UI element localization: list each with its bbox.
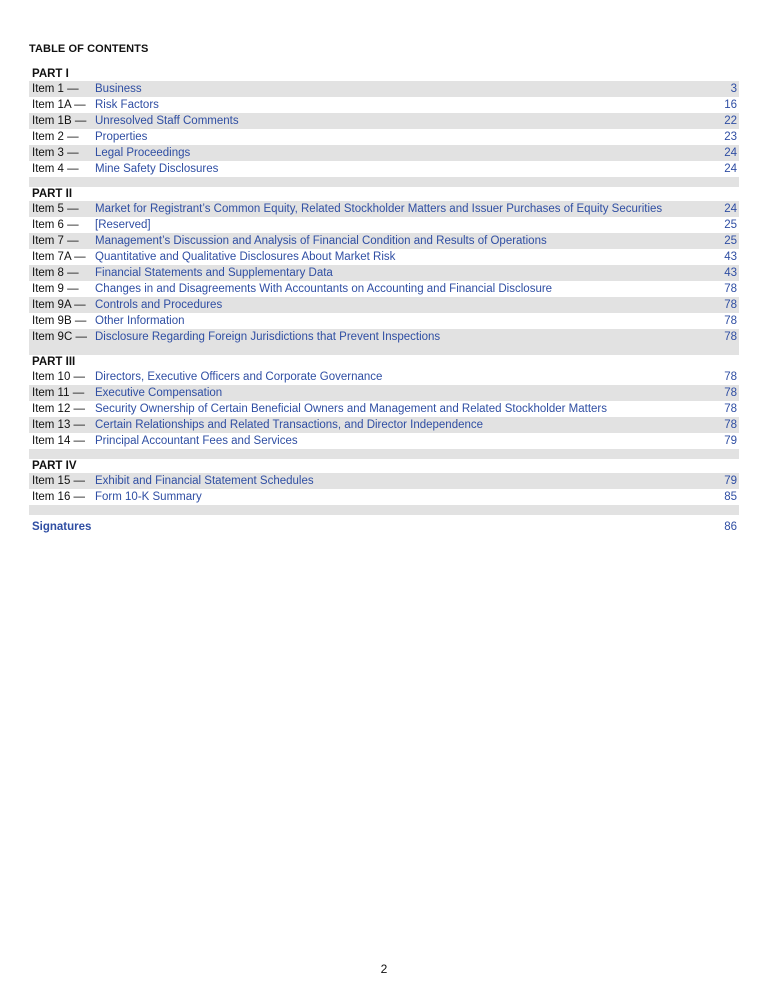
- item-number: Item 1 —: [32, 83, 79, 95]
- page-link[interactable]: 86: [724, 521, 737, 533]
- toc-row[interactable]: [29, 401, 739, 417]
- item-title-link[interactable]: Other Information: [95, 315, 185, 327]
- item-title-link[interactable]: Properties: [95, 131, 148, 143]
- page-link[interactable]: 78: [724, 283, 737, 295]
- toc-row[interactable]: [29, 313, 739, 329]
- toc-row[interactable]: [29, 81, 739, 97]
- item-number: Item 9A —: [32, 299, 86, 311]
- signatures-link[interactable]: Signatures: [32, 521, 92, 533]
- item-title-link[interactable]: Business: [95, 83, 142, 95]
- page-link[interactable]: 25: [724, 235, 737, 247]
- item-title-link[interactable]: Executive Compensation: [95, 387, 223, 399]
- item-number: Item 11 —: [32, 387, 85, 399]
- part-heading: PART IV: [32, 460, 77, 472]
- page-link[interactable]: 78: [724, 371, 737, 383]
- item-number: Item 2 —: [32, 131, 79, 143]
- item-title-link[interactable]: Disclosure Regarding Foreign Jurisdictions that Prevent Inspections: [95, 331, 441, 343]
- toc-row[interactable]: [29, 433, 739, 449]
- page-link[interactable]: 43: [724, 251, 737, 263]
- item-title-link[interactable]: Controls and Procedures: [95, 299, 223, 311]
- page-link[interactable]: 85: [724, 491, 737, 503]
- item-title-link[interactable]: Certain Relationships and Related Transactions, and Director Independence: [95, 419, 484, 431]
- item-title-link[interactable]: Directors, Executive Officers and Corporate Governance: [95, 371, 383, 383]
- item-number: Item 7 —: [32, 235, 79, 247]
- part-heading: PART I: [32, 68, 69, 80]
- item-title-link[interactable]: Unresolved Staff Comments: [95, 115, 239, 127]
- item-number: Item 9C —: [32, 331, 87, 343]
- item-number: Item 12 —: [32, 403, 86, 415]
- page-link[interactable]: 16: [724, 99, 737, 111]
- toc-row[interactable]: [29, 113, 739, 129]
- item-title-link[interactable]: Exhibit and Financial Statement Schedules: [95, 475, 314, 487]
- toc-row[interactable]: [29, 145, 739, 161]
- item-title-link[interactable]: [Reserved]: [95, 219, 151, 231]
- toc-row[interactable]: [29, 265, 739, 281]
- toc-row[interactable]: [29, 217, 739, 233]
- toc-row[interactable]: [29, 249, 739, 265]
- toc-row[interactable]: [29, 281, 739, 297]
- section-divider: [29, 345, 739, 355]
- item-number: Item 1A —: [32, 99, 86, 111]
- item-number: Item 7A —: [32, 251, 86, 263]
- item-title-link[interactable]: Security Ownership of Certain Beneficial Owners and Management and Related Stockholder Matters: [95, 403, 608, 415]
- item-number: Item 3 —: [32, 147, 79, 159]
- part-heading: PART III: [32, 356, 76, 368]
- page-link[interactable]: 78: [724, 299, 737, 311]
- page-title: TABLE OF CONTENTS: [29, 43, 149, 55]
- item-number: Item 15 —: [32, 475, 86, 487]
- toc-row[interactable]: [29, 489, 739, 505]
- item-number: Item 5 —: [32, 203, 79, 215]
- page-link[interactable]: 24: [724, 203, 737, 215]
- item-title-link[interactable]: Form 10-K Summary: [95, 491, 202, 503]
- part-heading: PART II: [32, 188, 73, 200]
- item-title-link[interactable]: Financial Statements and Supplementary Data: [95, 267, 333, 279]
- page-link[interactable]: 23: [724, 131, 737, 143]
- toc-row[interactable]: [29, 233, 739, 249]
- item-title-link[interactable]: Risk Factors: [95, 99, 159, 111]
- item-title-link[interactable]: Management’s Discussion and Analysis of Financial Condition and Results of Operations: [95, 235, 547, 247]
- section-divider: [29, 505, 739, 515]
- item-number: Item 9B —: [32, 315, 87, 327]
- section-divider: [29, 177, 739, 187]
- page-number: 2: [380, 962, 388, 976]
- item-title-link[interactable]: Legal Proceedings: [95, 147, 191, 159]
- toc-row[interactable]: [29, 297, 739, 313]
- item-number: Item 6 —: [32, 219, 79, 231]
- toc-row[interactable]: [29, 97, 739, 113]
- page-link[interactable]: 78: [724, 331, 737, 343]
- page-link[interactable]: 43: [724, 267, 737, 279]
- item-number: Item 1B —: [32, 115, 87, 127]
- page-link[interactable]: 24: [724, 163, 737, 175]
- item-title-link[interactable]: Market for Registrant’s Common Equity, Related Stockholder Matters and Issuer Purchases of Equity Securities: [95, 203, 663, 215]
- toc-row[interactable]: [29, 385, 739, 401]
- item-number: Item 14 —: [32, 435, 86, 447]
- page-link[interactable]: 3: [730, 83, 737, 95]
- page-link[interactable]: 78: [724, 419, 737, 431]
- page-link[interactable]: 24: [724, 147, 737, 159]
- toc-row[interactable]: [29, 329, 739, 345]
- toc-row[interactable]: [29, 161, 739, 177]
- page-link[interactable]: 78: [724, 315, 737, 327]
- item-number: Item 16 —: [32, 491, 86, 503]
- item-number: Item 8 —: [32, 267, 79, 279]
- toc-row[interactable]: [29, 417, 739, 433]
- toc-row[interactable]: [29, 473, 739, 489]
- item-number: Item 10 —: [32, 371, 86, 383]
- toc-row[interactable]: [29, 129, 739, 145]
- section-divider: [29, 449, 739, 459]
- item-title-link[interactable]: Quantitative and Qualitative Disclosures About Market Risk: [95, 251, 396, 263]
- item-title-link[interactable]: Principal Accountant Fees and Services: [95, 435, 298, 447]
- item-number: Item 9 —: [32, 283, 79, 295]
- signatures-row[interactable]: [29, 519, 739, 535]
- toc-row[interactable]: [29, 201, 739, 217]
- toc-row[interactable]: [29, 369, 739, 385]
- page-link[interactable]: 78: [724, 387, 737, 399]
- item-number: Item 13 —: [32, 419, 86, 431]
- page-link[interactable]: 25: [724, 219, 737, 231]
- page-link[interactable]: 22: [724, 115, 737, 127]
- page-link[interactable]: 78: [724, 403, 737, 415]
- table-of-contents: [29, 67, 739, 535]
- item-title-link[interactable]: Mine Safety Disclosures: [95, 163, 219, 175]
- page-link[interactable]: 79: [724, 475, 737, 487]
- item-number: Item 4 —: [32, 163, 79, 175]
- page-link[interactable]: 79: [724, 435, 737, 447]
- item-title-link[interactable]: Changes in and Disagreements With Accountants on Accounting and Financial Disclosure: [95, 283, 553, 295]
